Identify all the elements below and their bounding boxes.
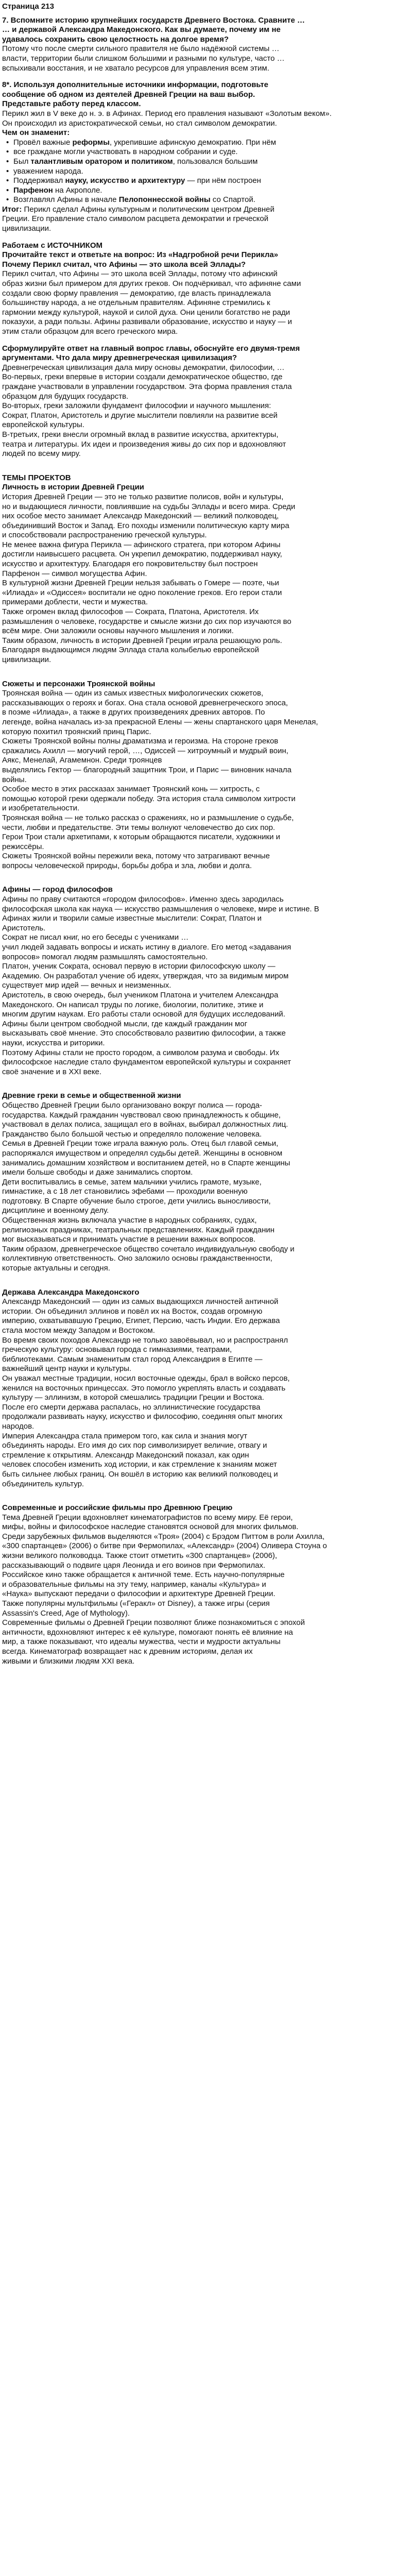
paragraph-line: режиссёры. <box>2 842 44 851</box>
paragraph-line: Современные фильмы о Древней Греции позволяют ближе познакомиться с эпохой <box>2 1618 305 1628</box>
list-item: • Был талантливым оратором и политиком, пользовался большим <box>13 157 410 167</box>
paragraph-line: достигли наивысшего расцвета. Он укрепил демократию, поддерживал науку, <box>2 550 282 559</box>
paragraph-line: всём мире. Они заложили основы научного мышления и логики. <box>2 626 234 636</box>
paragraph-line: них особое место занимает Александр Македонский — великий полководец, <box>2 512 279 521</box>
question-line: аргументами. Что дала миру древнегреческая цивилизация? <box>2 353 237 363</box>
paragraph-line: многим другим наукам. Его работы стали основой для будущих исследований. <box>2 1010 285 1019</box>
paragraph-line: философское наследие стало фундаментом европейской культуры и сохраняет <box>2 1058 291 1067</box>
topic-title: Древние греки в семье и общественной жизни <box>2 1091 181 1100</box>
paragraph-line: Троянская война — один из самых известных мифологических сюжетов, <box>2 689 264 698</box>
paragraph-line: Поэтому Афины стали не просто городом, а символом разума и свободы. Их <box>2 1048 280 1057</box>
paragraph-line: объединитель культур. <box>2 1479 84 1488</box>
question-line: Почему Перикл считал, что Афины — это школа всей Эллады? <box>2 260 246 269</box>
paragraph-line: Также огромен вклад философов — Сократа, Платона, Аристотеля. Их <box>2 607 259 617</box>
paragraph-line: Александр Македонский — один из самых выдающихся личностей античной <box>2 1297 279 1307</box>
paragraph-line: искусство и архитектуру. Благодаря его покровительству был построен <box>2 560 258 569</box>
answer-line: В-третьих, греки внесли огромный вклад в развитие искусства, архитектуры, <box>2 430 279 439</box>
spacer <box>2 1496 410 1503</box>
list-item: • Провёл важные реформы, укрепившие афинскую демократию. При нём <box>13 138 410 148</box>
paragraph-line: всегда. Кинематограф возвращает нас к древним историям, делая их <box>2 1647 253 1656</box>
paragraph-line: мог высказываться и принимать участие в решении важных вопросов. <box>2 1235 256 1244</box>
paragraph-line: высказывать своё мнение. Это способствовало развитию философии, а также <box>2 1029 286 1038</box>
paragraph-line: продолжали развивать науку, искусство и философию, соединяя опыт многих <box>2 1412 283 1421</box>
paragraph-line: Троянская война — не только рассказ о сражениях, но и размышление о судьбе, <box>2 813 294 822</box>
paragraph-line: культуру — эллинизм, в которой смешались традиции Греции и Востока. <box>2 1393 264 1402</box>
paragraph-line: «Наука» выпускают передачи о философии и архитектуре Древней Греции. <box>2 1589 276 1599</box>
paragraph-line: жизни великого полководца. Также стоит отметить «300 спартанцев» (2006), <box>2 1551 278 1561</box>
achievements-list <box>2 138 410 205</box>
topic-body <box>2 1101 410 1274</box>
paragraph-line: Македонского. Он написал труды по логике, биологии, политике, этике и <box>2 1000 264 1009</box>
paragraph-line: Афинах жили и творили самые известные мыслители: Сократ, Платон и <box>2 914 262 923</box>
paragraph-line: помощью которой греки одержали победу. Эта история стала символом хитрости <box>2 794 296 803</box>
paragraph-line: гимнастике, а с 18 лет становились эфебами — проходили военную <box>2 1187 248 1196</box>
conclusion-line: цивилизации. <box>2 224 52 233</box>
paragraph-line: сражались Ахилл — могучий герой, …, Одиссей — хитроумный и мудрый воин, <box>2 746 288 755</box>
topic-body <box>2 895 410 1077</box>
paragraph-line: участвовал в делах полиса, защищал его в войнах, выбирал должностных лиц. <box>2 1120 288 1129</box>
answer-line: вспыхивали восстания, и не хватало ресурсов для управления всем этим. <box>2 63 269 73</box>
paragraph-line: Во время своих походов Александр не только завоёвывал, но и распространял <box>2 1335 288 1345</box>
topic-title: Сюжеты и персонажи Троянской войны <box>2 679 156 688</box>
paragraph-line: войны. <box>2 775 27 784</box>
paragraph-line: чести, любви и предательстве. Эти темы волнуют человечество до сих пор. <box>2 823 276 832</box>
paragraph-line: науки, искусства и риторики. <box>2 1038 105 1047</box>
answer-line: театра и литературы. Их идеи и произведения живы до сих пор и вдохновляют <box>2 439 286 449</box>
paragraph-line: существует мир идей — вечных и неизменных. <box>2 981 171 990</box>
paragraph-line: Благодаря выдающимся людям Эллада стала колыбелью европейской <box>2 646 259 655</box>
paragraph-line: и образовательные фильмы на эту тему, например, каналы «Культура» и <box>2 1580 266 1589</box>
paragraph-line: своё значение и в XXI веке. <box>2 1067 102 1076</box>
paragraph-line: в поэме «Илиада», а также в других произведениях древних авторов. По <box>2 708 265 717</box>
paragraph-line: Аристотель, в свою очередь, был учеником Платона и учителем Александра <box>2 991 279 999</box>
answer-line: граждане участвовали в управлении государством. Эта форма правления стала <box>2 382 292 391</box>
spacer <box>2 672 410 680</box>
main-question-block <box>2 344 410 459</box>
paragraph-line: Дети воспитывались в семье, затем мальчики учились грамоте, музыке, <box>2 1177 262 1187</box>
paragraph-line: выделялись Гектор — благородный защитник Трои, и Парис — виновник начала <box>2 765 291 774</box>
paragraph-line: и способствовали распространению греческой культуры. <box>2 531 207 540</box>
paragraph-line: греческую культуру: основывал города с гимназиями, театрами, <box>2 1345 232 1354</box>
paragraph-line: вопросы человеческой природы, борьбы добра и зла, любви и долга. <box>2 861 252 870</box>
topic-body <box>2 689 410 871</box>
paragraph-line: цивилизации. <box>2 655 52 664</box>
answer-line: образцом для будущих государств. <box>2 392 129 401</box>
paragraph-line: рассказывающих о героях и богах. Она стала основой древнегреческого эпоса, <box>2 698 288 707</box>
paragraph-line: Сюжеты Троянской войны полны драматизма и героизма. На стороне греков <box>2 737 279 746</box>
paragraph-line: объединивший Восток и Запад. Его походы изменили политическую карту мира <box>2 521 289 530</box>
spacer <box>2 1084 410 1091</box>
paragraph-line: Таким образом, древнегреческое общество сочетало индивидуальную свободу и <box>2 1244 295 1253</box>
answer-line: власти, территории были слишком большими и разными по культуре, часто … <box>2 54 285 63</box>
paragraph-line: империю, охватывавшую Грецию, Египет, Персию, часть Индии. Его держава <box>2 1316 280 1326</box>
paragraph-line: стремление к открытиям. Александр Македонский показал, как один <box>2 1450 249 1460</box>
paragraph-line: Афины были центром свободной мысли, где каждый гражданин мог <box>2 1019 248 1028</box>
answer-line: гармонии между культурой, наукой и силой духа. Они ценили богатство не ради <box>2 308 290 317</box>
project-topic-films <box>2 1503 410 1666</box>
question-line: … и державой Александра Македонского. Как вы думаете, почему им не <box>2 25 281 35</box>
paragraph-line: быть сильнее любых границ. Он вошёл в историю как великий полководец и <box>2 1469 278 1479</box>
list-item-continuation: • Парфенон на Акрополе. <box>13 186 410 196</box>
answer-line: показухи, а ради пользы. Афины развивали образование, искусство и науку — и <box>2 317 293 327</box>
conclusion-line: Итог: Перикл сделал Афины культурным и политическим центром Древней <box>2 205 274 214</box>
paragraph-line: примерами доблести, чести и мужества. <box>2 598 148 607</box>
paragraph-line: История Древней Греции — это не только развитие полисов, войн и культуры, <box>2 492 284 501</box>
paragraph-line: рассказывающий о подвиге царя Леонида и его воинов при Фермопилах. <box>2 1561 266 1570</box>
paragraph-line: и изобретательности. <box>2 804 80 813</box>
paragraph-line: человек способен изменить ход истории, и как стремление к знаниям может <box>2 1460 277 1469</box>
paragraph-line: Академию. Он разработал учение об идеях, утверждая, что за видимым миром <box>2 971 289 980</box>
paragraph-line: Афины по праву считаются «городом философов». Именно здесь зародилась <box>2 895 284 904</box>
paragraph-line: распоряжался имуществом и определял судьбы детей. Женщины в основном <box>2 1148 283 1158</box>
paragraph-line: Аякс, Менелай, Агамемнон. Среди троянцев <box>2 756 162 765</box>
paragraph-line: Империя Александра стала примером того, как сила и знания могут <box>2 1431 248 1440</box>
paragraph-line: легенде, война началась из-за прекрасной Елены — жены спартанского царя Менелая, <box>2 717 318 726</box>
paragraph-line: Среди зарубежных фильмов выделяются «Троя» (2004) с Брэдом Питтом в роли Ахилла, <box>2 1532 325 1541</box>
source-block <box>2 241 410 337</box>
project-topic-athens <box>2 885 410 1077</box>
answer-line: образ жизни был примером для других греков. Он подчёркивал, что афиняне сами <box>2 279 301 289</box>
paragraph-line: важнейший центр науки и культуры. <box>2 1364 132 1374</box>
paragraph-line: объединять народы. Его имя до сих пор символизирует величие, отвагу и <box>2 1441 267 1450</box>
paragraph-line: Гражданство было большой честью и определяло положение человека. <box>2 1129 262 1139</box>
section-title: Работаем с ИСТОЧНИКОМ <box>2 241 102 250</box>
paragraph-line: вопросов» помогал людям размышлять самостоятельно. <box>2 952 208 961</box>
paragraph-line: Семья в Древней Греции тоже играла важную роль. Отец был главой семьи, <box>2 1139 279 1148</box>
paragraph-line: религиозных праздниках, театральных представлениях. Каждый гражданин <box>2 1225 275 1234</box>
topic-title: Афины — город философов <box>2 885 113 894</box>
question-line: Сформулируйте ответ на главный вопрос главы, обоснуйте его двумя-тремя <box>2 344 300 353</box>
paragraph-line: мифы, войны и философское наследие становятся основой для многих фильмов. <box>2 1522 299 1532</box>
paragraph-line: Сократ не писал книг, но его беседы с учениками … <box>2 933 189 942</box>
paragraph-line: Таким образом, личность в истории Древней Греции играла решающую роль. <box>2 636 282 645</box>
answer-line: этим стали образцом для всего греческого мира. <box>2 327 178 336</box>
paragraph-line: занимались домашним хозяйством и воспитанием детей, но в Спарте женщины <box>2 1158 290 1167</box>
project-topic-personality <box>2 473 410 665</box>
paragraph-line: женился на восточных принцессах. Это помогло укреплять власть и создавать <box>2 1383 286 1393</box>
topic-body <box>2 1513 410 1667</box>
paragraph-line: После его смерти держава распалась, но эллинистические государства <box>2 1402 261 1412</box>
answer-line: людей по всему миру. <box>2 449 81 459</box>
paragraph-line: дисциплине и военному делу. <box>2 1206 109 1215</box>
paragraph-line: которые актуальны и сегодня. <box>2 1264 110 1273</box>
paragraph-line: которую похитил троянский принц Парис. <box>2 727 151 736</box>
paragraph-line: но и выдающиеся личности, повлиявшие на судьбы Эллады и всего мира. Среди <box>2 502 296 511</box>
question-line: Прочитайте текст и ответьте на вопрос: Из «Надгробной речи Перикла» <box>2 250 279 260</box>
question-line: 8*. Используя дополнительные источники информации, подготовьте <box>2 80 269 90</box>
spacer <box>2 1281 410 1288</box>
paragraph-line: Особое место в этих рассказах занимает Троянский конь — хитрость, с <box>2 785 260 794</box>
topic-title: Современные и российские фильмы про Древнюю Грецию <box>2 1503 233 1513</box>
project-topic-alexander <box>2 1288 410 1489</box>
topic-body <box>2 1297 410 1489</box>
list-item: • Поддерживал науку, искусство и архитектуру — при нём построен <box>13 176 410 186</box>
paragraph-line: стала мостом между Западом и Востоком. <box>2 1326 155 1335</box>
answer-line: Во-первых, греки впервые в истории создали демократическое общество, где <box>2 372 283 382</box>
list-item: • Возглавлял Афины в начале Пелопоннесской войны со Спартой. <box>13 195 410 205</box>
spacer <box>2 466 410 473</box>
question-block-7 <box>2 16 410 74</box>
paragraph-line: Сюжеты Троянской войны пережили века, потому что затрагивают вечные <box>2 852 270 861</box>
intro-line: Он происходил из аристократической семьи, но стал символом демократии. <box>2 118 277 128</box>
paragraph-line: коллективную ответственность. Оно заложило основы гражданственности, <box>2 1254 272 1263</box>
paragraph-line: библиотеками. Самым знаменитым стал город Александрия в Египте — <box>2 1354 263 1364</box>
topic-body <box>2 493 410 665</box>
paragraph-line: народов. <box>2 1421 35 1431</box>
paragraph-line: живыми и близкими людям XXI века. <box>2 1656 135 1666</box>
paragraph-line: Общество Древней Греции было организовано вокруг полиса — города- <box>2 1100 262 1110</box>
page-number: Страница 213 <box>2 2 54 11</box>
paragraph-line: Не менее важна фигура Перикла — афинского стратега, при котором Афины <box>2 540 281 549</box>
answer-line: Потому что после смерти сильного правителя не было надёжной системы … <box>2 44 280 54</box>
answer-line: большинству народа, а не отдельным правителям. Афиняне стремились к <box>2 298 270 308</box>
paragraph-line: Общественная жизнь включала участие в народных собраниях, судах, <box>2 1216 257 1225</box>
paragraph-line: Парфенон — символ могущества Афин. <box>2 569 147 578</box>
list-item-continuation: • все граждане могли участвовать в народном собрании и суде. <box>13 147 410 157</box>
answer-line: создали свою форму правления — демократию, где власть принадлежала <box>2 289 271 298</box>
known-for-heading: Чем он знаменит: <box>2 128 70 138</box>
paragraph-line: Российское кино также обращается к античной теме. Есть научно-популярные <box>2 1570 285 1580</box>
answer-line: Перикл считал, что Афины — это школа всей Эллады, потому что афинский <box>2 269 278 279</box>
intro-line: Перикл жил в V веке до н. э. в Афинах. Период его правления называют «Золотым веком». <box>2 109 332 118</box>
paragraph-line: мир, а также показывают, что идеалы мужества, чести и мудрости актуальны <box>2 1637 281 1647</box>
paragraph-line: государства. Каждый гражданин чувствовал свою принадлежность к общине, <box>2 1110 281 1120</box>
paragraph-line: античности, вдохновляют интерес к её культуре, помогают понять её влияние на <box>2 1628 293 1637</box>
question-block-8 <box>2 80 410 234</box>
answer-line: европейской культуры. <box>2 420 84 430</box>
paragraph-line: Он уважал местные традиции, носил восточные одежды, брал в войско персов, <box>2 1374 290 1383</box>
list-item-continuation: • уважением народа. <box>13 167 410 177</box>
paragraph-line: «300 спартанцев» (2006) о битве при Фермопилах, «Александр» (2004) Оливера Стоуна о <box>2 1541 327 1551</box>
paragraph-line: подготовку. В Спарте обучение было строгое, дети учились выносливости, <box>2 1196 271 1206</box>
answer-line: Сократ, Платон, Аристотель и другие мыслители повлияли на развитие всей <box>2 411 278 420</box>
paragraph-line: истории. Он объединил эллинов и повёл их на Восток, создав огромную <box>2 1307 263 1316</box>
question-line: сообщение об одном из деятелей Древней Греции на ваш выбор. <box>2 90 255 99</box>
spacer <box>2 878 410 885</box>
topic-title: Держава Александра Македонского <box>2 1287 140 1297</box>
paragraph-line: Также популярны мультфильмы («Геракл» от Disney), а также игры (серия <box>2 1599 270 1608</box>
answer-line: Во-вторых, греки заложили фундамент философии и научного мышления: <box>2 401 271 411</box>
paragraph-line: философская школа как наука — искусство размышления о человеке, мире и истине. В <box>2 904 319 913</box>
conclusion-line: Греции. Его правление стало символом расцвета демократии и греческой <box>2 214 269 224</box>
paragraph-line: Аристотель. <box>2 923 46 933</box>
question-line: удавалось сохранить свою целостность на долгое время? <box>2 35 229 44</box>
question-line: Представьте работу перед классом. <box>2 99 141 109</box>
section-title: ТЕМЫ ПРОЕКТОВ <box>2 473 71 482</box>
paragraph-line: Тема Древней Греции вдохновляет кинематографистов по всему миру. Её герои, <box>2 1513 293 1522</box>
paragraph-line: размышления о человеке, государстве и смысле жизни до сих пор изучаются во <box>2 617 291 626</box>
topic-title: Личность в истории Древней Греции <box>2 483 144 492</box>
paragraph-line: В культурной жизни Древней Греции нельзя забывать о Гомере — поэте, чьи <box>2 579 279 588</box>
paragraph-line: Герои Трои стали архетипами, к которым обращаются писатели, художники и <box>2 833 280 842</box>
paragraph-line: Assassin's Creed, Age of Mythology). <box>2 1608 130 1618</box>
project-topic-family <box>2 1091 410 1273</box>
paragraph-line: «Илиада» и «Одиссея» воспитали не одно поколение греков. Его герои стали <box>2 588 282 597</box>
paragraph-line: имели больше свободы и даже занимались спортом. <box>2 1168 193 1177</box>
paragraph-line: учил людей задавать вопросы и искать истину в диалоге. Его метод «задавания <box>2 943 291 952</box>
answer-line: Древнегреческая цивилизация дала миру основы демократии, философии, … <box>2 363 285 372</box>
paragraph-line: Платон, ученик Сократа, основал первую в истории философскую школу — <box>2 962 276 971</box>
project-topic-trojan-war <box>2 680 410 871</box>
question-line: 7. Вспомните историю крупнейших государств Древнего Востока. Сравните … <box>2 15 305 25</box>
